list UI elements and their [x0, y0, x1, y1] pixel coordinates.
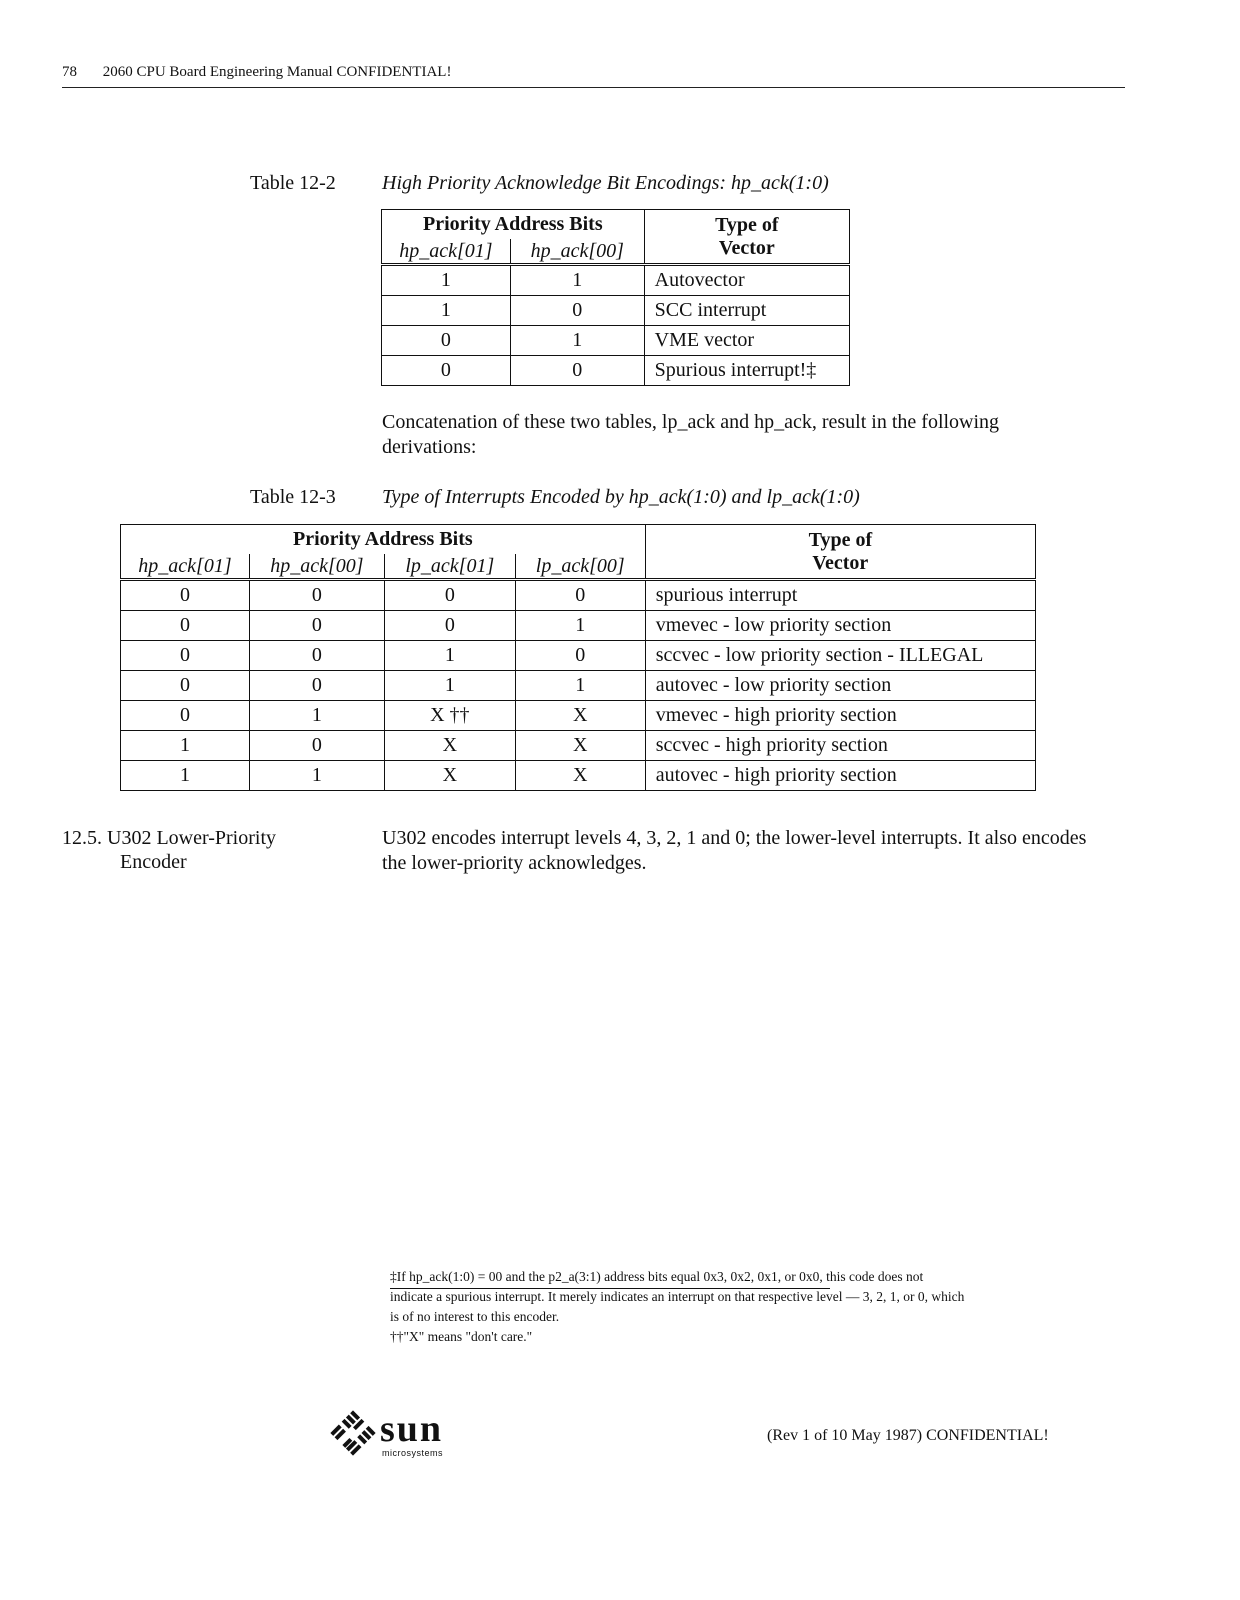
footnote-line: ‡If hp_ack(1:0) = 00 and the p2_a(3:1) address bits equal 0x3, 0x2, 0x1, or 0x0, this code does not	[390, 1269, 924, 1284]
table-cell: 0	[510, 296, 644, 326]
table-row	[121, 761, 1036, 791]
table-cell: 0	[249, 611, 384, 641]
table-cell: vmevec - high priority section	[645, 701, 1035, 731]
type-of-label: Type of	[715, 213, 779, 236]
logo-text: sun	[380, 1408, 444, 1450]
table-cell: 1	[510, 326, 644, 356]
table-cell: 1	[382, 296, 511, 326]
table-cell: 0	[515, 580, 645, 611]
table-row	[121, 731, 1036, 761]
table-cell: 1	[249, 761, 384, 791]
table-cell: vmevec - low priority section	[645, 611, 1035, 641]
table-12-3-caption: Type of Interrupts Encoded by hp_ack(1:0) and lp_ack(1:0)	[382, 486, 860, 508]
table-cell: 0	[121, 701, 250, 731]
table-cell: spurious interrupt	[645, 580, 1035, 611]
table-cell: X	[515, 761, 645, 791]
table-cell: 1	[249, 701, 384, 731]
section-number: 12.5.	[62, 827, 102, 849]
table-cell: autovec - low priority section	[645, 671, 1035, 701]
table-12-2-group-header: Priority Address Bits	[382, 210, 645, 240]
table-cell: 0	[121, 611, 250, 641]
table-cell: 0	[510, 356, 644, 386]
table-cell: 1	[382, 265, 511, 296]
table-cell: 1	[121, 761, 250, 791]
table-12-2-subheader: hp_ack[01]	[382, 239, 511, 265]
table-cell: X	[515, 701, 645, 731]
table-12-2-subheader: hp_ack[00]	[510, 239, 644, 265]
table-cell: 0	[121, 580, 250, 611]
section-body: U302 encodes interrupt levels 4, 3, 2, 1 and 0; the lower-level interrupts. It also encodes the lower-priority acknowledges.	[382, 827, 1087, 874]
table-cell: 0	[249, 641, 384, 671]
table-12-3-subheader: lp_ack[01]	[384, 554, 515, 580]
table-cell: 0	[515, 641, 645, 671]
table-row	[382, 265, 850, 296]
section-title-line2: Encoder	[120, 851, 187, 873]
vector-label: Vector	[718, 236, 775, 259]
table-12-3-type-header	[645, 525, 1035, 580]
vector-label: Vector	[812, 551, 869, 574]
logo-subtext: microsystems	[382, 1448, 444, 1458]
table-cell: 1	[384, 671, 515, 701]
table-cell: autovec - high priority section	[645, 761, 1035, 791]
page-header	[62, 64, 451, 81]
table-cell: sccvec - high priority section	[645, 731, 1035, 761]
type-of-label: Type of	[808, 528, 873, 551]
table-row	[121, 580, 1036, 611]
table-row	[121, 611, 1036, 641]
table-12-2	[381, 209, 850, 386]
table-12-2-label: Table 12-2	[250, 172, 336, 194]
table-row	[121, 701, 1036, 731]
table-cell: 0	[382, 356, 511, 386]
table-cell: 1	[515, 671, 645, 701]
sun-logo-icon	[328, 1408, 378, 1458]
table-cell: 0	[249, 580, 384, 611]
footer-revision: (Rev 1 of 10 May 1987) CONFIDENTIAL!	[767, 1427, 1049, 1444]
footnote-line: is of no interest to this encoder.	[390, 1309, 560, 1324]
table-12-3-group-header: Priority Address Bits	[121, 525, 646, 555]
table-12-3	[120, 524, 1036, 791]
table-cell: Autovector	[644, 265, 849, 296]
table-12-3-subheader: hp_ack[00]	[249, 554, 384, 580]
table-cell: 1	[384, 641, 515, 671]
table-cell: 1	[515, 611, 645, 641]
table-cell: X	[384, 761, 515, 791]
table-cell: 1	[121, 731, 250, 761]
table-12-2-type-header	[644, 210, 849, 265]
table-cell: X	[384, 731, 515, 761]
table-12-3-subheader: lp_ack[00]	[515, 554, 645, 580]
table-cell: 0	[384, 611, 515, 641]
section-title-line1: U302 Lower-Priority	[107, 827, 277, 849]
table-cell: 0	[121, 671, 250, 701]
footnote-1	[390, 1267, 1110, 1347]
table-cell: 0	[249, 671, 384, 701]
table-cell: sccvec - low priority section - ILLEGAL	[645, 641, 1035, 671]
table-12-2-caption: High Priority Acknowledge Bit Encodings: hp_ack(1:0)	[382, 172, 829, 194]
table-row	[121, 671, 1036, 701]
table-row	[382, 356, 850, 386]
table-cell: VME vector	[644, 326, 849, 356]
concat-paragraph: Concatenation of these two tables, lp_ack and hp_ack, result in the following derivations:	[382, 411, 1000, 458]
footnote-line: indicate a spurious interrupt. It merely indicates an interrupt on that respective level — 3, 2, 1, or 0, which	[390, 1289, 965, 1304]
table-cell: 0	[384, 580, 515, 611]
table-cell: 1	[510, 265, 644, 296]
section-heading	[62, 826, 276, 851]
footnote-2: ††"X" means "don't care."	[390, 1329, 533, 1344]
table-cell: Spurious interrupt!‡	[644, 356, 849, 386]
table-cell: X	[515, 731, 645, 761]
header-title: 2060 CPU Board Engineering Manual CONFIDENTIAL!	[102, 64, 452, 80]
table-cell: X ††	[384, 701, 515, 731]
table-cell: 0	[382, 326, 511, 356]
table-12-3-subheader: hp_ack[01]	[121, 554, 250, 580]
table-12-3-label: Table 12-3	[250, 486, 336, 508]
page-number: 78	[62, 64, 77, 80]
table-row	[382, 326, 850, 356]
header-rule	[62, 87, 1125, 88]
table-cell: 0	[249, 731, 384, 761]
table-row	[382, 296, 850, 326]
table-cell: 0	[121, 641, 250, 671]
table-cell: SCC interrupt	[644, 296, 849, 326]
table-row	[121, 641, 1036, 671]
